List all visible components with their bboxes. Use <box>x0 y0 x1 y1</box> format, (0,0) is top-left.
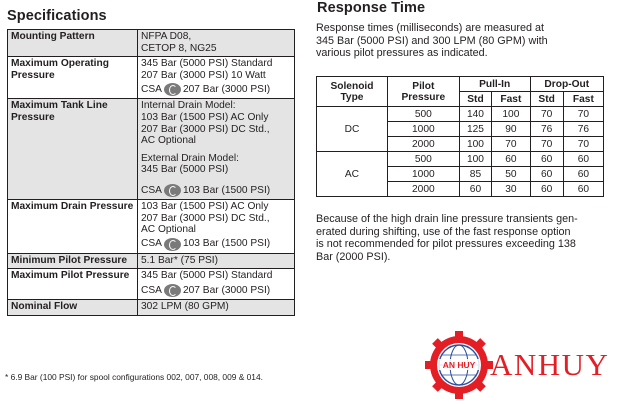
spec-row-max-pilot-pressure <box>8 269 295 300</box>
header-pilot-pressure: Pilot Pressure <box>387 77 459 107</box>
logo-emblem-text: AN HUY <box>442 360 476 370</box>
cell-pull-std: 100 <box>459 137 491 152</box>
response-time-note <box>316 213 578 263</box>
cell-drop-fast: 60 <box>563 152 603 167</box>
spec-row-nominal-flow <box>8 299 295 315</box>
csa-value: 207 Bar (3000 PSI) <box>182 84 271 96</box>
cell-pressure: 2000 <box>387 182 459 197</box>
header-pull-in-std: Std <box>459 92 491 107</box>
cell-drop-fast: 60 <box>563 182 603 197</box>
cell-pull-fast: 90 <box>492 122 530 137</box>
spec-value-line: 207 Bar (3000 PSI) DC Std., <box>141 212 270 224</box>
spec-value-line: 103 Bar (1500 PSI) AC Only <box>141 111 269 123</box>
csa-label: CSA <box>141 84 162 96</box>
table-header-row <box>317 77 604 92</box>
spec-value-line: NFPA D08, <box>141 31 192 42</box>
csa-logo-icon <box>164 83 181 96</box>
csa-value: 103 Bar (1500 PSI) <box>182 238 271 250</box>
spec-value <box>138 299 295 315</box>
cell-drop-std: 76 <box>530 122 563 137</box>
spec-value-line: AC Optional <box>141 224 196 236</box>
brand-logo <box>424 330 622 400</box>
note-line: is not recommended for pilot pressures exceeding 138 <box>316 238 576 251</box>
csa-rating <box>141 184 291 197</box>
cell-drop-std: 70 <box>530 107 563 122</box>
spec-value <box>138 99 295 200</box>
cell-pressure: 500 <box>387 152 459 167</box>
csa-label: CSA <box>141 238 162 250</box>
response-time-description <box>316 22 548 60</box>
csa-label: CSA <box>141 284 162 296</box>
cell-drop-fast: 60 <box>563 167 603 182</box>
spec-value-line: 207 Bar (3000 PSI) DC Std., <box>141 123 270 135</box>
specifications-title: Specifications <box>7 8 107 24</box>
description-line: various pilot pressures as indicated. <box>316 47 488 60</box>
spec-label: Maximum Tank Line Pressure <box>8 99 138 200</box>
cell-drop-fast: 70 <box>563 137 603 152</box>
solenoid-type-dc: DC <box>317 107 388 152</box>
cell-drop-std: 60 <box>530 152 563 167</box>
cell-pull-std: 60 <box>459 182 491 197</box>
note-line: Bar (2000 PSI). <box>316 250 391 263</box>
header-drop-out-fast: Fast <box>563 92 603 107</box>
spec-value-line: 302 LPM (80 GPM) <box>141 300 229 312</box>
cell-pull-fast: 60 <box>492 152 530 167</box>
csa-rating <box>141 238 291 251</box>
csa-value: 207 Bar (3000 PSI) <box>182 284 271 296</box>
spec-value-line: 103 Bar (1500 PSI) AC Only <box>141 200 269 212</box>
spec-label: Mounting Pattern <box>8 30 138 57</box>
solenoid-type-ac: AC <box>317 152 388 197</box>
spec-row-max-operating-pressure <box>8 57 295 99</box>
spec-value-line: 345 Bar (5000 PSI) <box>141 164 229 176</box>
note-line: erated during shifting, use of the fast response option <box>316 225 571 238</box>
description-line: 345 Bar (5000 PSI) and 300 LPM (80 GPM) with <box>316 34 548 47</box>
csa-rating <box>141 284 291 297</box>
spec-label: Maximum Drain Pressure <box>8 199 138 253</box>
csa-logo-icon <box>164 238 181 251</box>
brand-name: ANHUY <box>490 347 610 382</box>
spec-label: Maximum Operating Pressure <box>8 57 138 99</box>
spec-value <box>138 57 295 99</box>
spec-value-line: 345 Bar (5000 PSI) Standard <box>141 58 273 70</box>
spec-row-max-drain-pressure <box>8 199 295 253</box>
spec-label: Maximum Pilot Pressure <box>8 269 138 300</box>
csa-logo-icon <box>164 184 181 197</box>
cell-drop-fast: 70 <box>563 107 603 122</box>
cell-pull-fast: 100 <box>492 107 530 122</box>
note-line: Because of the high drain line pressure transients gen- <box>316 213 578 225</box>
cell-pull-std: 100 <box>459 152 491 167</box>
csa-value: 103 Bar (1500 PSI) <box>182 184 271 196</box>
spec-label: Minimum Pilot Pressure <box>8 253 138 269</box>
spec-value-line: CETOP 8, NG25 <box>141 42 217 54</box>
cell-drop-std: 70 <box>530 137 563 152</box>
cell-drop-fast: 76 <box>563 122 603 137</box>
spec-label: Nominal Flow <box>8 299 138 315</box>
response-time-table <box>316 76 604 197</box>
spec-value-line: Internal Drain Model: <box>141 100 236 112</box>
spec-row-min-pilot-pressure <box>8 253 295 269</box>
cell-pull-fast: 30 <box>492 182 530 197</box>
header-pull-in: Pull-In <box>459 77 530 92</box>
spec-row-mounting-pattern <box>8 30 295 57</box>
spec-value-line: 5.1 Bar* (75 PSI) <box>141 254 219 266</box>
csa-rating <box>141 83 291 96</box>
csa-label: CSA <box>141 184 162 196</box>
header-solenoid-type: Solenoid Type <box>317 77 388 107</box>
cell-pull-std: 85 <box>459 167 491 182</box>
spec-value <box>138 199 295 253</box>
cell-pressure: 1000 <box>387 122 459 137</box>
spec-row-max-tank-line-pressure <box>8 99 295 200</box>
cell-drop-std: 60 <box>530 182 563 197</box>
spec-value-line: 345 Bar (5000 PSI) Standard <box>141 270 273 282</box>
cell-pressure: 1000 <box>387 167 459 182</box>
spec-footnote: * 6.9 Bar (100 PSI) for spool configurations 002, 007, 008, 009 & 014. <box>5 372 263 382</box>
table-row <box>317 107 604 122</box>
cell-pull-fast: 70 <box>492 137 530 152</box>
cell-pressure: 2000 <box>387 137 459 152</box>
header-pull-in-fast: Fast <box>492 92 530 107</box>
spec-value <box>138 269 295 300</box>
spec-value <box>138 253 295 269</box>
spec-value-line: External Drain Model: <box>141 152 239 164</box>
cell-pull-std: 125 <box>459 122 491 137</box>
table-row <box>317 152 604 167</box>
spec-value-line: AC Optional <box>141 135 196 147</box>
specifications-table <box>7 29 295 316</box>
cell-drop-std: 60 <box>530 167 563 182</box>
spec-value <box>138 30 295 57</box>
header-drop-out-std: Std <box>530 92 563 107</box>
description-line: Response times (milliseconds) are measured at <box>316 22 545 34</box>
gear-icon <box>424 330 494 400</box>
cell-pull-std: 140 <box>459 107 491 122</box>
header-drop-out: Drop-Out <box>530 77 603 92</box>
cell-pressure: 500 <box>387 107 459 122</box>
cell-pull-fast: 50 <box>492 167 530 182</box>
spec-value-line: 207 Bar (3000 PSI) 10 Watt <box>141 69 266 81</box>
csa-logo-icon <box>164 284 181 297</box>
response-time-title: Response Time <box>317 0 426 16</box>
